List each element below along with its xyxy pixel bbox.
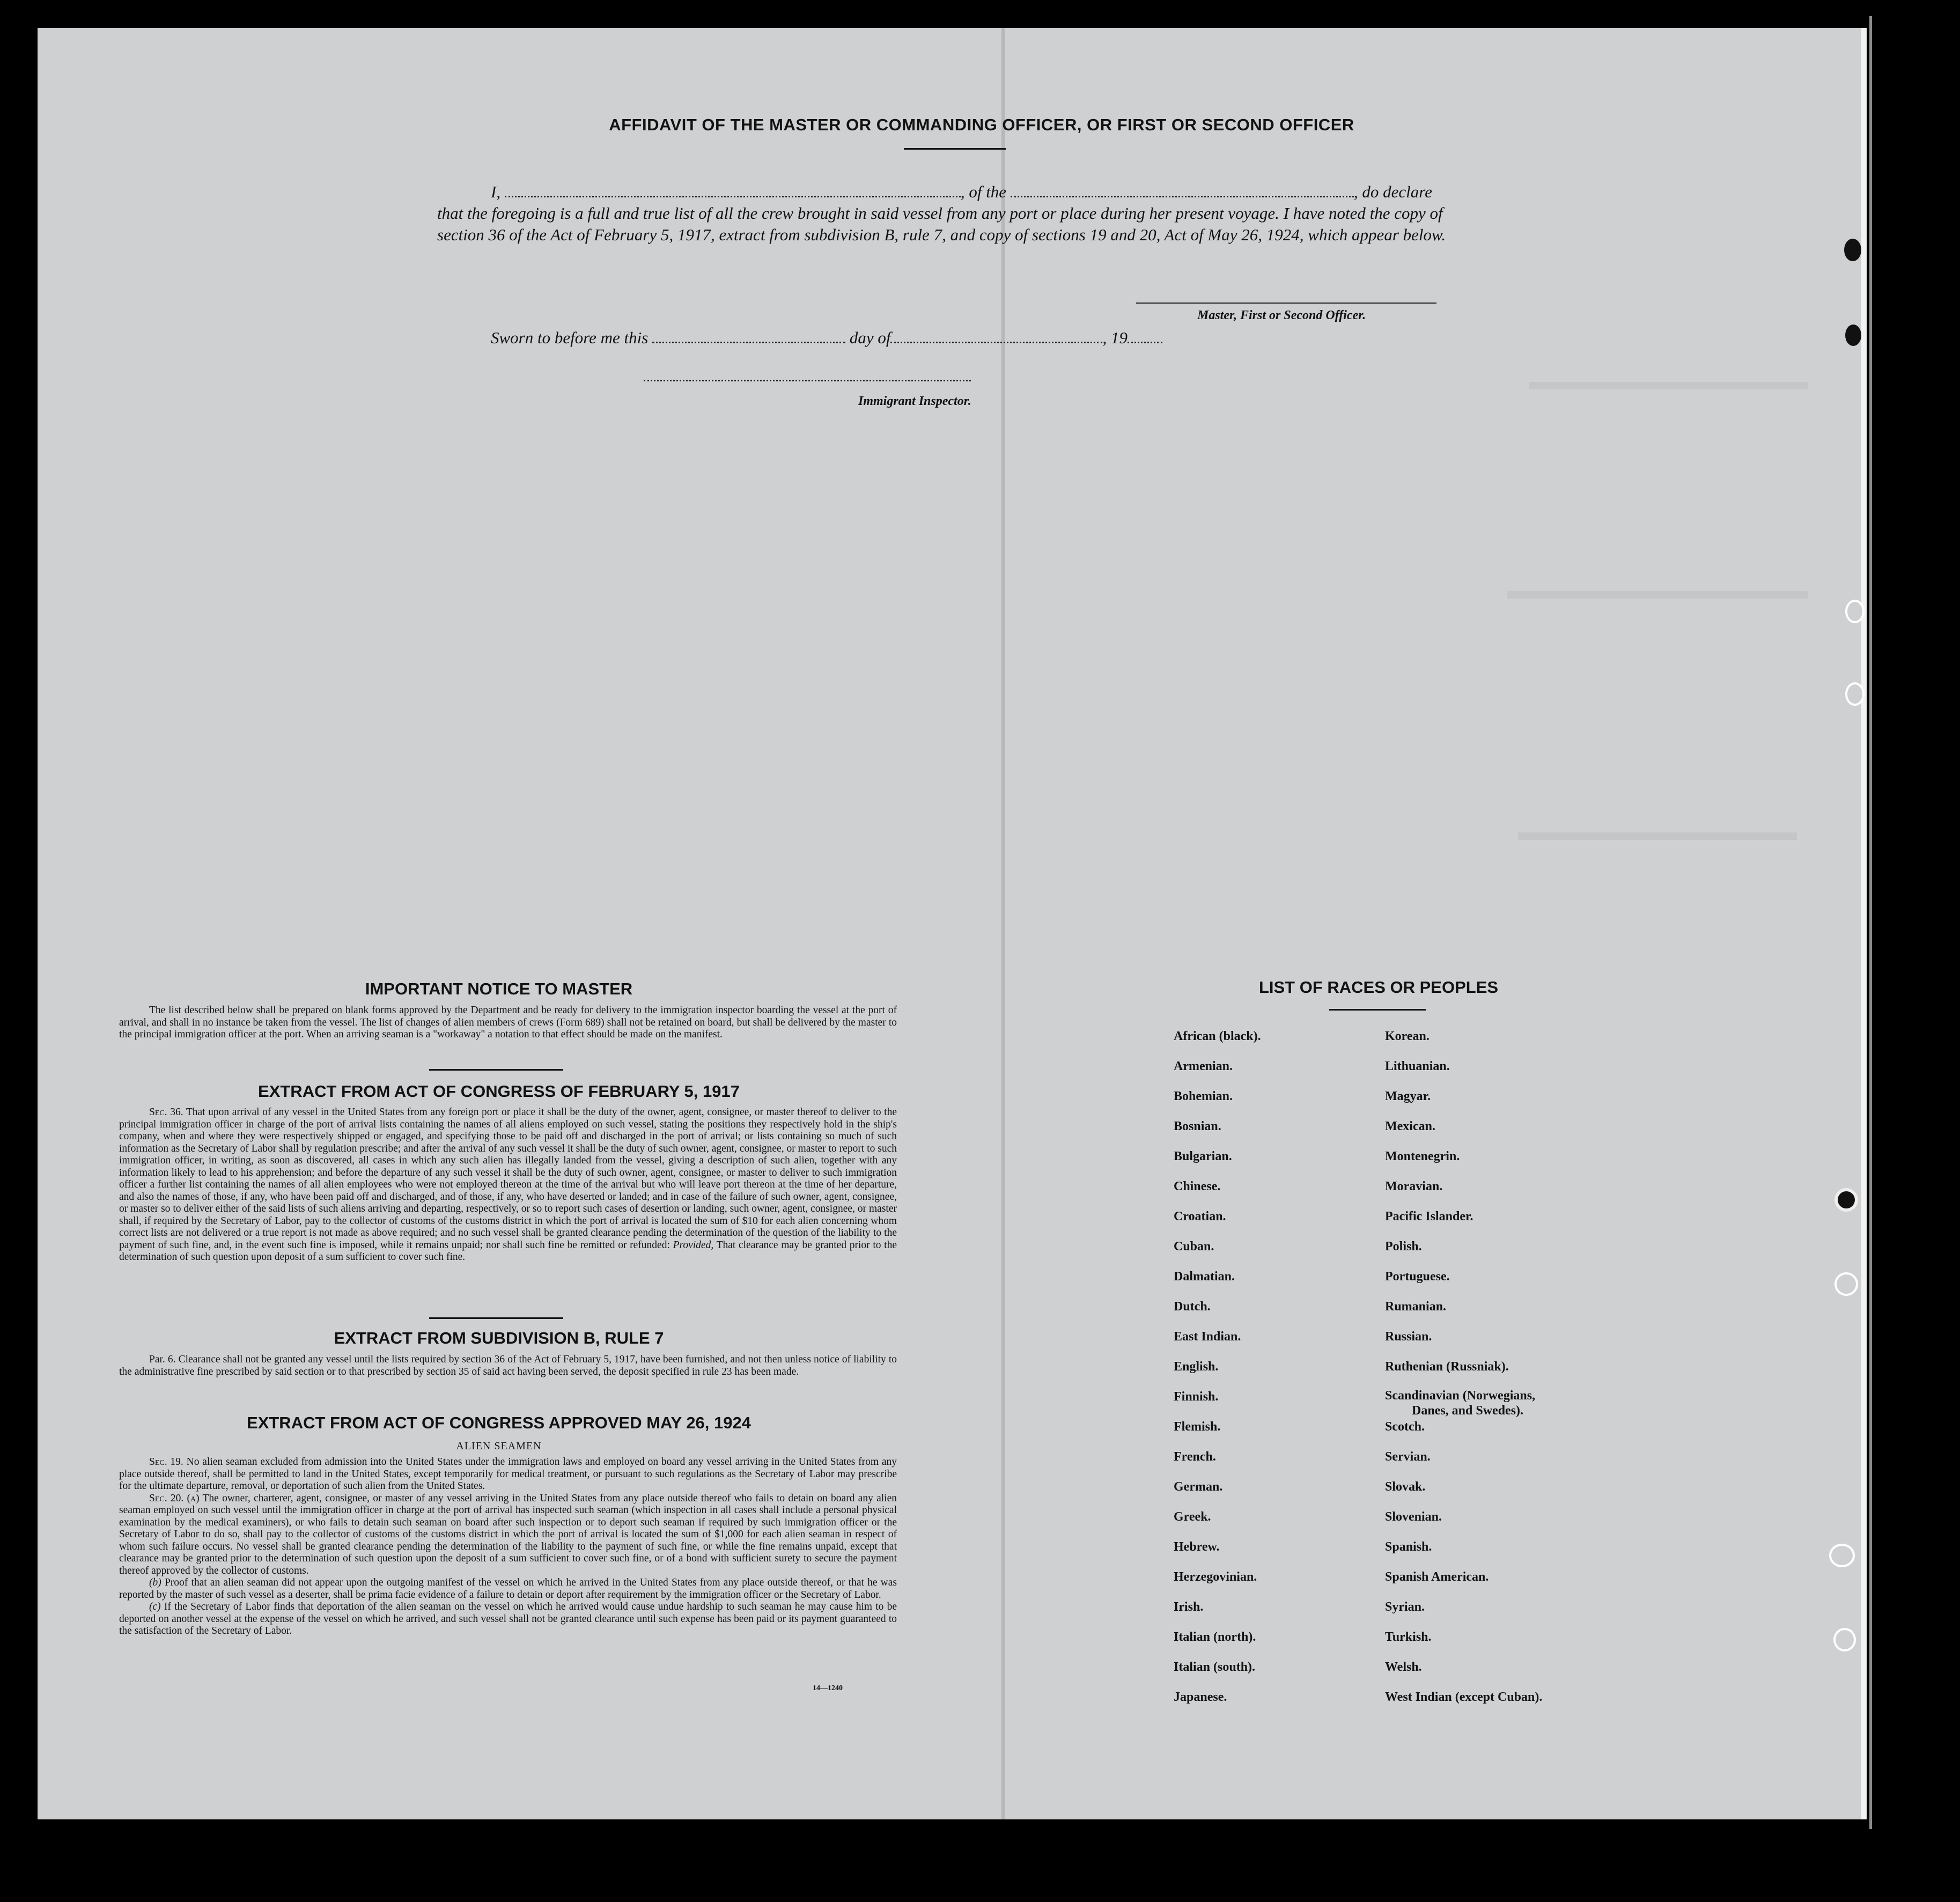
race-item: Polish. (1385, 1240, 1422, 1254)
race-item: Spanish American. (1385, 1570, 1489, 1584)
race-item: Servian. (1385, 1450, 1431, 1464)
section-rule (429, 1317, 563, 1319)
race-item: East Indian. (1174, 1330, 1241, 1344)
race-item: Pacific Islander. (1385, 1210, 1473, 1223)
race-item: Moravian. (1385, 1179, 1443, 1193)
sworn-text: Sworn to before me this (491, 328, 649, 347)
race-item: Cuban. (1174, 1240, 1214, 1254)
vessel-name-blank (1011, 184, 1354, 197)
notice-title: IMPORTANT NOTICE TO MASTER (365, 979, 633, 998)
race-item: Montenegrin. (1385, 1149, 1460, 1163)
provided-text: That clearance may be granted prior to the determination of such question upon deposit of a sum sufficient to cover such fine. (119, 1239, 897, 1263)
race-item: German. (1174, 1480, 1223, 1494)
punch-hole (1834, 1188, 1858, 1212)
alien-seamen-subtitle: ALIEN SEAMEN (456, 1440, 542, 1452)
master-signature-label: Master, First or Second Officer. (1197, 308, 1366, 322)
race-item: Dutch. (1174, 1300, 1211, 1314)
race-item: Rumanian. (1385, 1300, 1447, 1314)
race-item: Scandinavian (Norwegians, (1385, 1389, 1536, 1403)
center-fold (1001, 28, 1005, 1819)
sec-19-text: No alien seaman excluded from admission into the United States under the immigration laws and employed on board any vessel arriving in the United States from any place outside thereof, shall be permitted to land in the United States, except temporarily for medical treatment, or pursuant to such regulations as the Secretary of Labor may prescribe for the ultimate departure, removal, or deportation of such alien from the United States. (119, 1456, 897, 1492)
page-edge (1869, 16, 1872, 1829)
race-item: Russian. (1385, 1330, 1432, 1344)
bleed-through (1518, 832, 1797, 840)
race-item: Portuguese. (1385, 1270, 1450, 1284)
races-left-column (1174, 1021, 1261, 1712)
section-rule (429, 1069, 563, 1071)
extract-1917-text (119, 1107, 897, 1264)
race-item: Armenian. (1174, 1059, 1233, 1073)
race-item: Bosnian. (1174, 1119, 1221, 1133)
races-title: LIST OF RACES OR PEOPLES (1258, 978, 1499, 997)
punch-hole (1833, 1628, 1856, 1652)
punch-hole (1845, 325, 1861, 346)
race-item: Bulgarian. (1174, 1149, 1232, 1163)
race-item: Syrian. (1385, 1600, 1425, 1614)
race-item: Welsh. (1385, 1660, 1422, 1674)
punch-hole (1829, 1544, 1855, 1567)
race-item: Finnish. (1174, 1390, 1219, 1404)
race-item: Scotch. (1385, 1420, 1425, 1434)
race-item: Italian (north). (1174, 1630, 1256, 1644)
sworn-day-blank (652, 330, 845, 343)
race-item: Hebrew. (1174, 1540, 1220, 1554)
race-item: Japanese. (1174, 1690, 1227, 1704)
inspector-signature-line (644, 380, 971, 381)
sworn-line (491, 328, 1162, 348)
race-item: Flemish. (1174, 1420, 1221, 1434)
punch-hole (1845, 682, 1865, 706)
affidavit-i: I, (491, 182, 501, 201)
extract-1924-title: EXTRACT FROM ACT OF CONGRESS APPROVED MAY 26, 1924 (247, 1413, 751, 1432)
race-item: Greek. (1174, 1510, 1211, 1524)
race-item: Herzegovinian. (1174, 1570, 1257, 1584)
punch-hole (1834, 1272, 1858, 1296)
races-title-rule (1329, 1009, 1426, 1011)
race-item: Slovak. (1385, 1480, 1426, 1494)
inspector-label: Immigrant Inspector. (858, 394, 971, 408)
bleed-through (1529, 382, 1808, 389)
extract-rule7-text (119, 1354, 897, 1378)
affidavit-body: that the foregoing is a full and true list of all the crew brought in said vessel from any port or place during her present voyage. I have noted the copy of section 36 of the Act of February 5, 1917, extract from subdivision B, rule 7, and copy of sections 19 and 20, Act of May 26, 1924, which appear below. (437, 204, 1446, 244)
sworn-year-prefix: , 19 (1102, 328, 1128, 347)
sworn-day-of: day of (849, 328, 891, 347)
extract-1924-text (119, 1456, 897, 1638)
affidavit-title: AFFIDAVIT OF THE MASTER OR COMMANDING OFFICER, OR FIRST OR SECOND OFFICER (609, 115, 1354, 134)
sec-19-label: Sec. 19. (149, 1456, 183, 1468)
extract-1917-title: EXTRACT FROM ACT OF CONGRESS OF FEBRUARY 5, 1917 (258, 1082, 740, 1101)
race-item: West Indian (except Cuban). (1385, 1690, 1543, 1704)
race-item: English. (1174, 1360, 1219, 1374)
race-item: Magyar. (1385, 1089, 1431, 1103)
race-item: Slovenian. (1385, 1510, 1442, 1524)
race-item: French. (1174, 1450, 1216, 1464)
affidavit-text (437, 181, 1489, 246)
form-number: 14—1240 (813, 1684, 843, 1692)
sec-20c-text: If the Secretary of Labor finds that deportation of the alien seaman on the vessel on which he arrived would cause undue hardship to such seaman he may cause him to be deported on another vessel at the expense of the vessel on which he arrived, and such vessel shall not be granted clearance until such expense has been paid or its payment guaranteed to the satisfaction of the Secretary of Labor. (119, 1601, 897, 1636)
race-item: Danes, and Swedes). (1412, 1404, 1524, 1418)
punch-hole (1845, 600, 1865, 623)
race-item: Turkish. (1385, 1630, 1432, 1644)
race-item: Mexican. (1385, 1119, 1435, 1133)
sworn-month-blank (890, 330, 1102, 343)
race-item: Chinese. (1174, 1179, 1221, 1193)
notice-paragraph: The list described below shall be prepared on blank forms approved by the Department and be ready for delivery to the immigration inspector boarding the vessel at the port of arrival, and shall in no instance be taken from the vessel. The list of changes of alien members of crews (Form 689) shall not be retained on board, but shall be delivered by the master to the principal immigration officer at the port. When an arriving seaman is a "workaway" a notation to that effect should be made on the manifest. (119, 1005, 897, 1040)
race-item: Dalmatian. (1174, 1270, 1235, 1284)
master-signature-line (1136, 303, 1436, 304)
affidavit-of-the: , of the (960, 182, 1007, 201)
sec-20b-label: (b) (149, 1577, 161, 1588)
race-item: Ruthenian (Russniak). (1385, 1360, 1509, 1374)
bleed-through (1507, 591, 1808, 599)
sec-36-label: Sec. 36. (149, 1107, 183, 1118)
race-item: African (black). (1174, 1029, 1261, 1043)
sec-20a-text: The owner, charterer, agent, consignee, or master of any vessel arriving in the United States from any place outside thereof who fails to detain on board any alien seaman employed on such vessel until the immigration officer in charge at the port of arrival has inspected such seaman (which inspection in all cases shall include a personal physical examination by the medical examiners), or who fails to detain such seaman on board after such inspection or to deport such seaman if required by such immigration officer or the Secretary of Labor to do so, shall pay to the collector of customs of the customs district in which the port of arrival is located the sum of $1,000 for each alien seaman in respect of whom such failure occurs. No vessel shall be granted clearance pending the determination of the liability to the payment of such fine, or while the fine remains unpaid, except that clearance may be granted prior to the determination of such question upon the deposit of a sum sufficient to cover such fine, or of a bond with sufficient surety to secure the payment thereof approved by the collector of customs. (119, 1492, 897, 1576)
race-item: Bohemian. (1174, 1089, 1233, 1103)
race-item: Croatian. (1174, 1210, 1226, 1223)
sec-20b-text: Proof that an alien seaman did not appear upon the outgoing manifest of the vessel on which he arrived in the United States from any place outside thereof, or that he was reported by the master of such vessel as a deserter, shall be prima facie evidence of a failure to detain or deport after requirement by the immigration officer or the Secretary of Labor. (119, 1577, 897, 1601)
rule7-paragraph: Par. 6. Clearance shall not be granted any vessel until the lists required by section 36 of the Act of February 5, 1917, have been furnished, and not then unless notice of liability to the administrative fine prescribed by said section or to that prescribed by section 35 of said act having been served, the deposit specified in rule 23 has been made. (119, 1354, 897, 1377)
punch-hole (1844, 239, 1861, 261)
race-item: Korean. (1385, 1029, 1430, 1043)
race-item: Spanish. (1385, 1540, 1432, 1554)
race-item: Italian (south). (1174, 1660, 1256, 1674)
race-item-multiline (1385, 1382, 1542, 1418)
master-name-blank (505, 184, 961, 197)
notice-text (119, 1005, 897, 1041)
title-rule (904, 148, 1006, 150)
affidavit-declare: , do declare (1353, 182, 1432, 201)
extract-rule7-title: EXTRACT FROM SUBDIVISION B, RULE 7 (334, 1329, 664, 1347)
sec-36-text: That upon arrival of any vessel in the United States from any foreign port or place it shall be the duty of the owner, agent, consignee, or master thereof to deliver to the principal immigration officer in charge of the port of arrival lists containing the names of all aliens employed on such vessel, stating the positions they respectively hold in the ship's company, when and where they were respectively shipped or engaged, and specifying those to be paid off and discharged in the port of arrival; or lists containing so much of such information as the Secretary of Labor shall by regulation prescribe; and after the arrival of any such vessel it shall be the duty of such owner, agent, consignee, or master to report to such immigration officer, in writing, as soon as discovered, all cases in which any such alien has illegally landed from the vessel, giving a description of such alien, together with any information likely to lead to his apprehension; and before the departure of any such vessel it shall be the duty of such owner, agent, consignee, or master to deliver to such immigration officer a further list containing the names of all alien employees who were not employed thereon at the time of the arrival but who will leave port thereon at the time of her departure, and also the names of those, if any, who have been paid off and discharged, and of those, if any, who have deserted or landed; and in case of the failure of such owner, agent, consignee, or master so to deliver either of the said lists of such aliens arriving and departing, respectively, or so to report such cases of desertion or landing, such owner, agent, consignee, or master shall, if required by the Secretary of Labor, pay to the collector of customs of the customs district in which the port of arrival is located the sum of $10 for each alien concerning whom correct lists are not delivered or a true report is not made as above required; and no such vessel shall be granted clearance pending the determination of the question of the liability to the payment of such fine, and, in the event such fine is imposed, while it remains unpaid; nor shall such fine be remitted or refunded: (119, 1107, 897, 1251)
sworn-year-blank (1128, 330, 1162, 343)
races-right-column (1385, 1021, 1542, 1712)
race-item: Irish. (1174, 1600, 1204, 1614)
sec-20-label: Sec. 20. (a) (149, 1492, 200, 1504)
race-item: Lithuanian. (1385, 1059, 1450, 1073)
sec-20c-label: (c) (149, 1601, 161, 1612)
provided-label: Provided, (673, 1239, 714, 1251)
